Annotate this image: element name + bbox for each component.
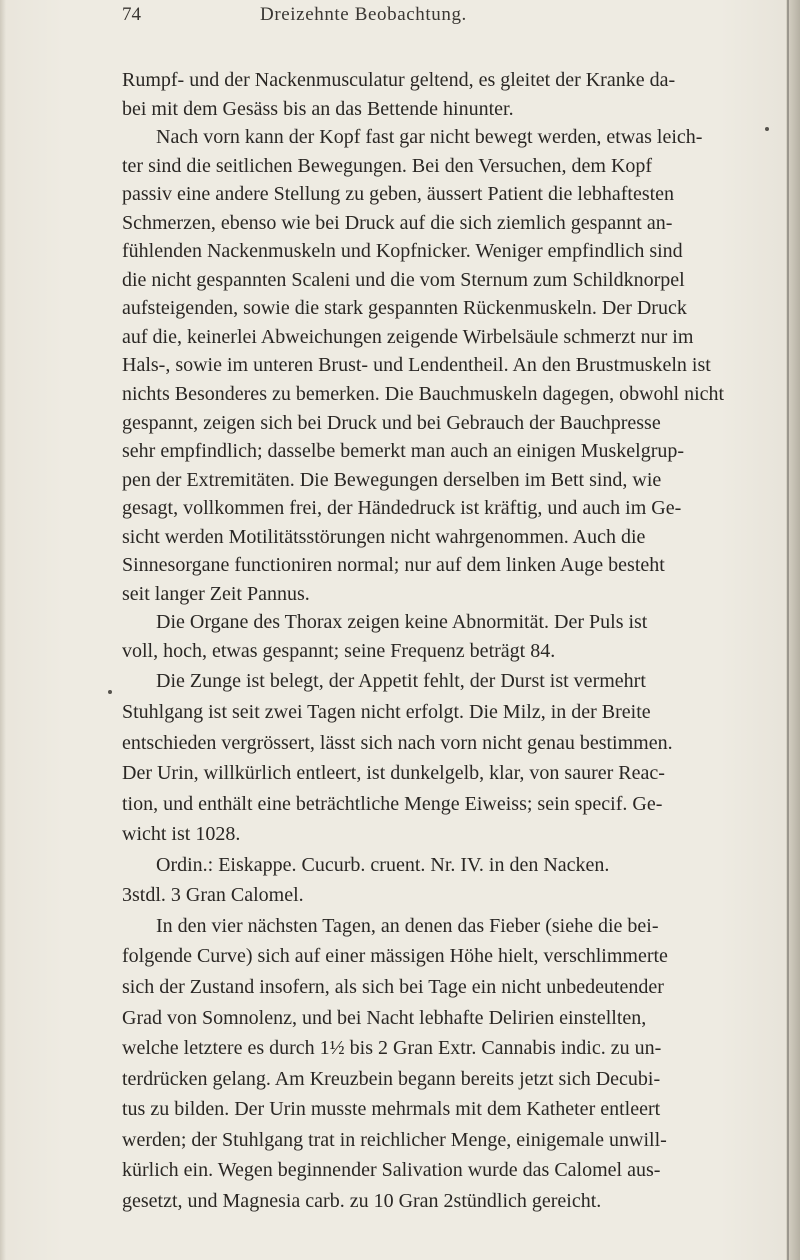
text-line: werden; der Stuhlgang trat in reichlicher Menge, einigemale unwill- <box>122 1128 667 1151</box>
text-line: passiv eine andere Stellung zu geben, äussert Patient die lebhaftesten <box>122 183 675 206</box>
text-line: sicht werden Motilitätsstörungen nicht wahrgenommen. Auch die <box>122 525 646 548</box>
page-left-edge <box>0 0 6 1260</box>
text-line: Sinnesorgane functioniren normal; nur auf dem linken Auge besteht <box>122 554 665 577</box>
text-line: gesetzt, und Magnesia carb. zu 10 Gran 2stündlich gereicht. <box>122 1189 602 1212</box>
running-title: Dreizehnte Beobachtung. <box>260 4 467 25</box>
text-line: die nicht gespannten Scaleni und die vom Sternum zum Schildknorpel <box>122 268 685 291</box>
text-line: Ordin.: Eiskappe. Cucurb. cruent. Nr. IV. in den Nacken. <box>156 853 610 876</box>
text-line: welche letztere es durch 1½ bis 2 Gran Extr. Cannabis indic. zu un- <box>122 1037 662 1060</box>
text-line: auf die, keinerlei Abweichungen zeigende Wirbelsäule schmerzt nur im <box>122 325 694 348</box>
text-line: sehr empfindlich; dasselbe bemerkt man auch an einigen Muskelgrup- <box>122 440 685 463</box>
text-line: Die Organe des Thorax zeigen keine Abnormität. Der Puls ist <box>156 611 648 634</box>
spine-shadow-line <box>787 0 789 1260</box>
text-line: aufsteigenden, sowie die stark gespannten Rückenmuskeln. Der Druck <box>122 297 687 320</box>
text-line: entschieden vergrössert, lässt sich nach vorn nicht genau bestimmen. <box>122 731 673 754</box>
running-header <box>122 0 762 30</box>
text-line: Die Zunge ist belegt, der Appetit fehlt, der Durst ist vermehrt <box>156 670 646 693</box>
text-line: folgende Curve) sich auf einer mässigen Höhe hielt, verschlimmerte <box>122 945 668 968</box>
margin-speck <box>108 690 112 694</box>
text-line: kürlich ein. Wegen beginnender Salivation wurde das Calomel aus- <box>122 1159 661 1182</box>
text-line: tion, und enthält eine beträchtliche Menge Eiweiss; sein specif. Ge- <box>122 792 663 815</box>
text-line: Rumpf- und der Nackenmusculatur geltend, es gleitet der Kranke da- <box>122 69 676 91</box>
text-line: gesagt, vollkommen frei, der Händedruck ist kräftig, und auch im Ge- <box>122 497 682 520</box>
text-line: bei mit dem Gesäss bis an das Bettende hinunter. <box>122 97 514 120</box>
body-text <box>122 66 762 1215</box>
text-line: pen der Extremitäten. Die Bewegungen derselben im Bett sind, wie <box>122 468 662 491</box>
text-line: Der Urin, willkürlich entleert, ist dunkelgelb, klar, von saurer Reac- <box>122 762 665 785</box>
page-number: 74 <box>122 4 141 25</box>
text-line: In den vier nächsten Tagen, an denen das Fieber (siehe die bei- <box>156 914 659 937</box>
text-line: terdrücken gelang. Am Kreuzbein begann bereits jetzt sich Decubi- <box>122 1067 661 1090</box>
text-line: tus zu bilden. Der Urin musste mehrmals mit dem Katheter entleert <box>122 1098 661 1121</box>
text-line: Stuhlgang ist seit zwei Tagen nicht erfolgt. Die Milz, in der Breite <box>122 701 651 724</box>
text-line: Schmerzen, ebenso wie bei Druck auf die sich ziemlich gespannt an- <box>122 211 673 234</box>
text-line: Hals-, sowie im unteren Brust- und Lendentheil. An den Brustmuskeln ist <box>122 354 711 377</box>
text-line: Nach vorn kann der Kopf fast gar nicht bewegt werden, etwas leich- <box>156 126 703 149</box>
text-line: 3stdl. 3 Gran Calomel. <box>122 884 304 907</box>
text-line: nichts Besonderes zu bemerken. Die Bauchmuskeln dagegen, obwohl nicht <box>122 383 725 406</box>
text-line: sich der Zustand insofern, als sich bei Tage ein nicht unbedeutender <box>122 975 664 998</box>
text-line: gespannt, zeigen sich bei Druck und bei Gebrauch der Bauchpresse <box>122 411 661 434</box>
text-line: Grad von Somnolenz, und bei Nacht lebhafte Delirien einstellten, <box>122 1006 647 1029</box>
text-line: voll, hoch, etwas gespannt; seine Frequenz beträgt 84. <box>122 639 556 662</box>
text-line: ter sind die seitlichen Bewegungen. Bei den Versuchen, dem Kopf <box>122 154 653 177</box>
margin-speck <box>765 127 769 131</box>
text-line: seit langer Zeit Pannus. <box>122 582 310 605</box>
text-line: fühlenden Nackenmuskeln und Kopfnicker. Weniger empfindlich sind <box>122 240 683 263</box>
text-line: wicht ist 1028. <box>122 823 241 846</box>
